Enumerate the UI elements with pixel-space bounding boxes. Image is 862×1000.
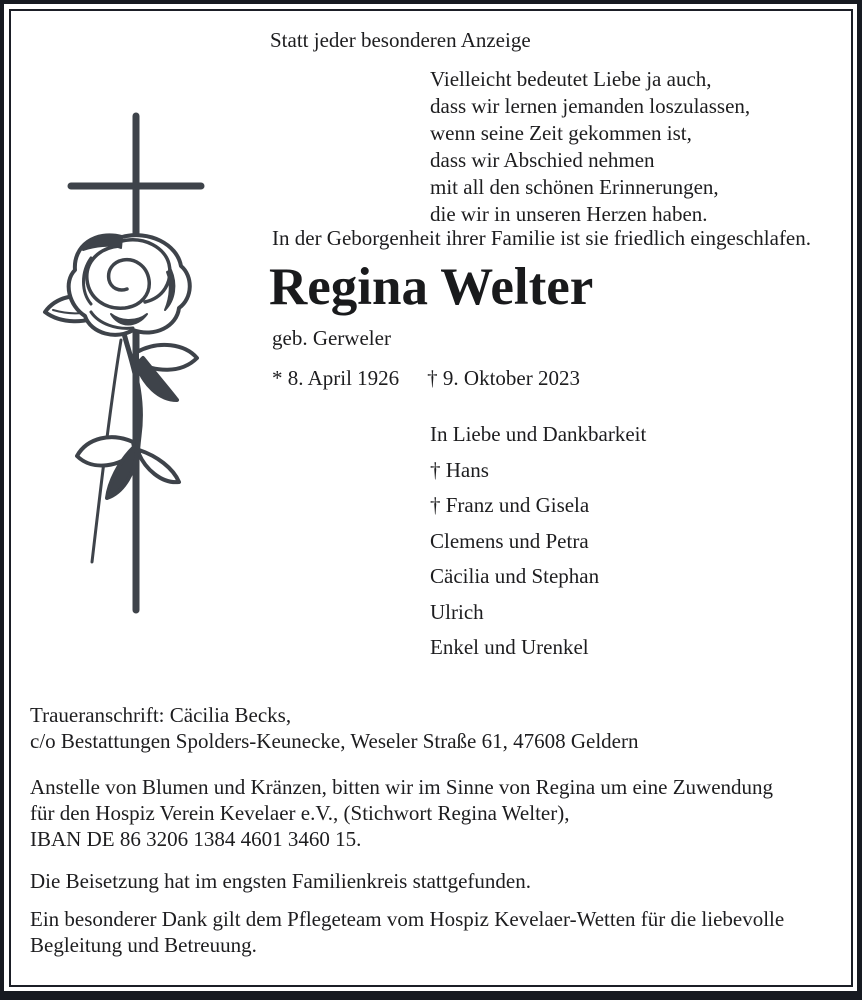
- poem-line: dass wir Abschied nehmen: [430, 148, 655, 172]
- announcement-line: Statt jeder besonderen Anzeige: [270, 28, 531, 52]
- address-line: Traueranschrift: Cäcilia Becks,: [30, 703, 292, 727]
- rose-illustration: [45, 235, 197, 608]
- mourners-list: [430, 417, 646, 666]
- burial-note: Die Beisetzung hat im engsten Familienkreis stattgefunden.: [30, 869, 531, 893]
- deceased-name: Regina Welter: [269, 258, 594, 316]
- mourner-line: Cäcilia und Stephan: [430, 564, 600, 588]
- poem: [430, 66, 750, 228]
- address-line: c/o Bestattungen Spolders-Keunecke, Weseler Straße 61, 47608 Geldern: [30, 729, 639, 753]
- donation-line: Anstelle von Blumen und Kränzen, bitten wir im Sinne von Regina um eine Zuwendung: [30, 775, 774, 799]
- mourning-address: [30, 702, 639, 754]
- mourner-line: Enkel und Urenkel: [430, 635, 589, 659]
- thanks-line: Begleitung und Betreuung.: [30, 933, 257, 957]
- poem-line: dass wir lernen jemanden loszulassen,: [430, 94, 751, 118]
- mourners-heading: In Liebe und Dankbarkeit: [430, 422, 647, 446]
- poem-line: die wir in unseren Herzen haben.: [430, 202, 708, 226]
- cross-and-rose-illustration: [25, 100, 255, 620]
- thanks-note: [30, 906, 784, 958]
- donation-request: [30, 774, 773, 852]
- intro-line: In der Geborgenheit ihrer Familie ist sie friedlich eingeschlafen.: [272, 226, 812, 250]
- thanks-line: Ein besonderer Dank gilt dem Pflegeteam vom Hospiz Kevelaer-Wetten für die liebevolle: [30, 907, 785, 931]
- mourner-line: Clemens und Petra: [430, 528, 589, 553]
- poem-line: Vielleicht bedeutet Liebe ja auch,: [430, 67, 712, 91]
- donation-line: für den Hospiz Verein Kevelaer e.V., (Stichwort Regina Welter),: [30, 801, 570, 825]
- poem-line: mit all den schönen Erinnerungen,: [430, 175, 719, 199]
- mourner-line: Ulrich: [430, 599, 484, 624]
- death-date: † 9. Oktober 2023: [427, 366, 580, 390]
- life-dates: [272, 365, 580, 391]
- mourner-line: † Hans: [430, 457, 489, 482]
- donation-line: IBAN DE 86 3206 1384 4601 3460 15.: [30, 827, 362, 851]
- maiden-name: geb. Gerweler: [272, 326, 391, 350]
- mourner-line: † Franz und Gisela: [430, 493, 590, 517]
- birth-date: * 8. April 1926: [272, 366, 400, 390]
- poem-line: wenn seine Zeit gekommen ist,: [430, 121, 692, 145]
